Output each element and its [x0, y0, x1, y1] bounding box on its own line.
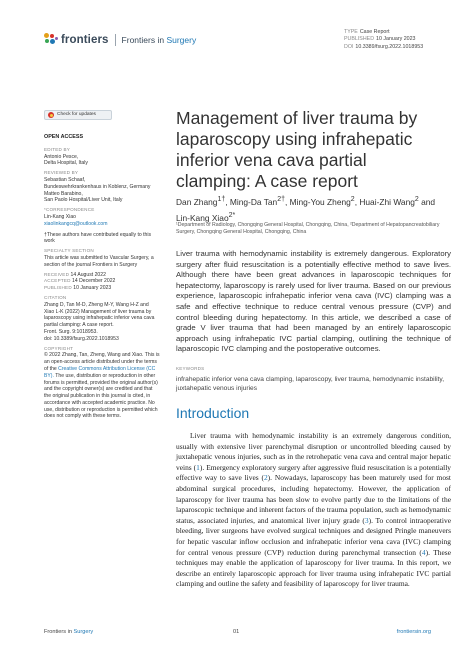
author[interactable]: Huai-Zhi Wang$^2$ [359, 196, 419, 207]
frontiers-logo-icon [44, 33, 58, 47]
page-header [0, 0, 474, 70]
frontiers-logo[interactable] [44, 33, 196, 47]
cc-by-license-link[interactable]: Creative Commons Attribution License (CC BY). [44, 365, 156, 379]
keywords: infrahepatic inferior vena cava clamping, laparoscopy, liver trauma, hemodynamic instability, juxtahepatic venous injuries [176, 376, 445, 392]
logo-divider [115, 34, 116, 46]
citation: CITATION Zhang D, Tan M-D, Zheng M-Y, Wang H-Z and Xiao L-K (2022) Management of liver trauma by laparoscopy using infrahepatic inferior vena cava partial clamping: A case report. Front. Surg. 9:1018953. doi: 10.3389/fsurg.2022.1018953 [44, 294, 155, 342]
citation-link[interactable]: 3 [364, 515, 369, 525]
author[interactable]: Ming-You Zheng$^2$ [289, 196, 355, 207]
edited-by: EDITED BY Antonio Pesce, Delta Hospital, Italy [44, 146, 88, 167]
correspondence-email-link[interactable]: xiaolinkangcq@outlook.com [44, 220, 108, 227]
section-heading-introduction: Introduction [176, 405, 250, 421]
author[interactable]: Lin-Kang Xiao$^{2*}$ [176, 211, 236, 223]
introduction-body [176, 431, 451, 590]
citation-link[interactable]: 2 [263, 473, 268, 483]
citation-link[interactable]: 4 [421, 547, 426, 557]
journal-prefix: Frontiers in [121, 35, 165, 45]
citation-link[interactable]: 1 [196, 462, 200, 472]
meta-doi[interactable]: DOI 10.3389/fsurg.2022.1018953 [344, 43, 424, 50]
introduction-paragraph: Liver trauma with hemodynamic instability is an extremely dangerous condition, usually with extensive liver parenchymal disruption or uncontrolled bleeding caused by juxtahepatic venous injuries, such as in the retrohepatic vena cava and central major hepatic veins (1). Emergency exploratory surgery after aggressive fluid resuscitation is a potentially effective way to save lives (2). Nowadays, laparoscopy has been maturely used for most abdominal surgical procedures, including hepatectomy. However, the application of laparoscopy for liver trauma has been slow to evolve partly due to the limitations of the laparoscopic technique and inherent factors of the trauma population, such as hemodynamic status, associated injuries, and anatomical liver injury grade (3). To control intraoperative bleeding, liver surgeons have evolved surgical techniques and designed Pringle maneuvers for hepatic vascular inflow occlusion and infrahepatic inferior vena cava (IVC) clamping for central venous pressure (CVP) reduction during parenchymal transection (4). These techniques may enable the application of laparoscopy for liver trauma. In this report, we describe an entirely laparoscopic approach for liver trauma using infrahepatic IVC partial clamping and outline the safety and feasibility of laparoscopy for liver trauma. [176, 431, 451, 589]
check-updates-label: Check for updates [57, 111, 96, 117]
equal-contribution-note: †These authors have contributed equally to this work [44, 231, 152, 245]
dates: RECEIVED 14 August 2022 ACCEPTED 14 December 2022 PUBLISHED 10 January 2023 [44, 271, 116, 292]
logo-text: frontiers [61, 34, 109, 46]
footer-site-link[interactable]: frontiersin.org [396, 629, 431, 635]
keywords-label: KEYWORDS [176, 366, 205, 371]
meta-type: TYPE Case Report [344, 29, 390, 35]
affiliations: ¹Department of Radiology, Chongqing General Hospital, Chongqing, China, ²Department of Hepatopancreatobiliary Surgery, Chongqing General Hospital, Chongqing, China [176, 222, 440, 235]
open-access-label: OPEN ACCESS [44, 134, 84, 140]
meta-published: PUBLISHED 10 January 2023 [344, 36, 416, 43]
abstract: Liver trauma with hemodynamic instability is extremely dangerous. Exploratory surgery after fluid resuscitation is a potentially effective method to save lives. Although there have been great advances in laparoscopic techniques for hepatectomy, laparoscopy is rarely used for liver trauma. Based on our previous experience, laparoscopic infrahepatic inferior vena cava (IVC) clamping was a safe and effective technique to reduce central venous pressure (CVP) and control bleeding during hepatectomy. In this article, we described a case of grade V liver trauma that had been managed by an entirely laparoscopic approach using infrahepatic IVC partial clamping, outlining the technique of laparoscopic IVC clamping and the postoperative outcomes. [176, 249, 451, 354]
correspondence: *CORRESPONDENCE Lin-Kang Xiao xiaolinkangcq@outlook.com [44, 207, 160, 227]
specialty-section: SPECIALTY SECTION This article was submitted to Vascular Surgery, a section of the journal Frontiers in Surgery [44, 248, 154, 268]
author[interactable]: Ming-Da Tan$^{2\dagger}$ [229, 196, 285, 207]
check-for-updates-button[interactable] [44, 110, 112, 120]
author-list: Dan Zhang$^{1\dagger}$, Ming-Da Tan$^{2\dagger}$, Ming-You Zheng$^2$, Huai-Zhi Wang$^2$ and Lin-Kang Xiao$^{2*}$ [176, 196, 436, 223]
copyright: COPYRIGHT © 2022 Zhang, Tan, Zheng, Wang and Xiao. This is an open-access article distributed under the terms of the Creative Commons Attribution License (CC BY). The use, distribution or reproduction in other forums is permitted, provided the original author(s) and the copyright owner(s) are credited and that the original publication in this journal is cited, in accordance with accepted academic practice. No use, distribution or reproduction is permitted which does not comply with these terms. [44, 345, 160, 420]
reviewed-by: REVIEWED BY Sebastian Schaaf, Bundeswehrkrankenhaus in Koblenz, Germany Matteo Barabino, San Paolo Hospital/Liver Unit, Italy [44, 170, 151, 204]
page-number: 01 [233, 629, 240, 635]
footer-journal: Frontiers in Surgery [44, 629, 94, 635]
journal-accent: Surgery [166, 35, 197, 45]
check-updates-icon [48, 112, 54, 118]
author[interactable]: Dan Zhang$^{1\dagger}$ [176, 196, 226, 207]
article-meta [344, 29, 423, 51]
journal-name[interactable] [122, 35, 197, 45]
article-title: Management of liver trauma by laparoscopy using infrahepatic inferior vena cava partial clamping: A case report [176, 108, 418, 191]
article-sidebar [44, 110, 160, 423]
